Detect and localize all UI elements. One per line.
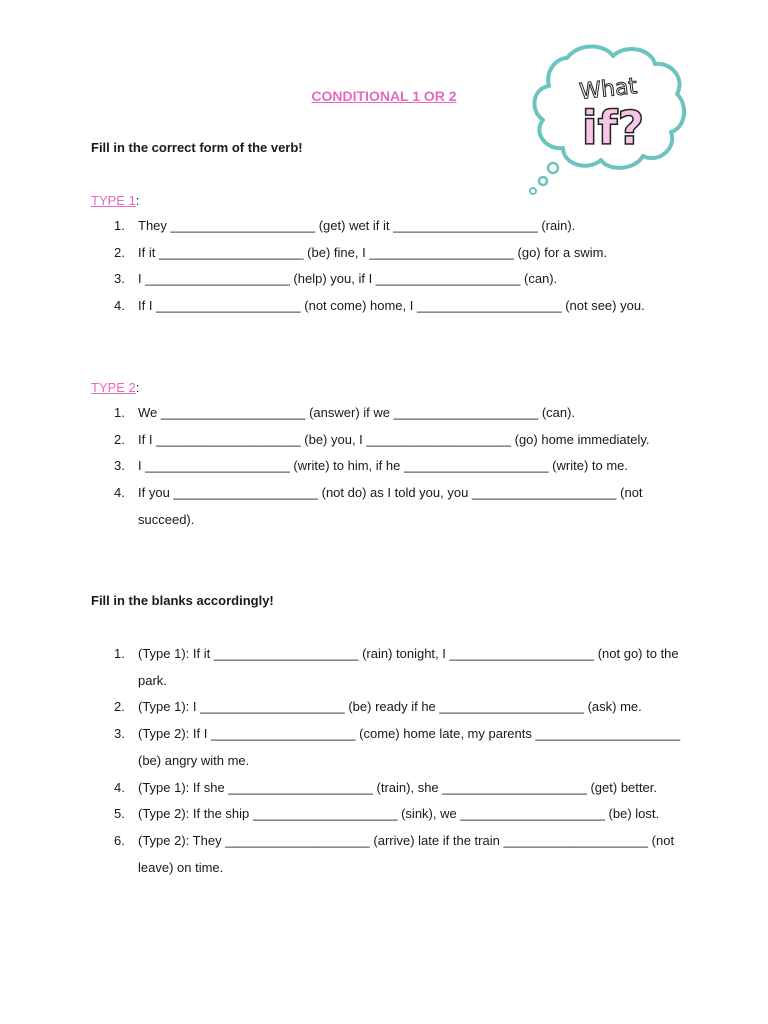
list-item: 3. I ____________________ (write) to him, if he ____________________ (write) to me.: [114, 458, 629, 474]
list-item: 6. (Type 2): They ____________________ (arrive) late if the train ____________________ (not leave) on time.: [114, 832, 675, 875]
instruction-verb-form: Fill in the correct form of the verb!: [91, 140, 303, 155]
type-2-label: TYPE 2: [91, 380, 136, 395]
list-item: 2. If I ____________________ (be) you, I ____________________ (go) home immediately.: [114, 431, 650, 447]
type-1-list: [0, 213, 768, 320]
list-item: 1. They ____________________ (get) wet if it ____________________ (rain).: [114, 218, 576, 233]
logo-text-what: What: [578, 74, 639, 105]
list-item: 2. (Type 1): I ____________________ (be) ready if he ____________________ (ask) me.: [114, 699, 642, 715]
list-item: 4. (Type 1): If she ____________________ (train), she ____________________ (get) better.: [114, 779, 657, 795]
type-1-heading: TYPE 1:: [91, 193, 140, 208]
type-1-label: TYPE 1: [91, 193, 136, 208]
list-item: 3. I ____________________ (help) you, if I ____________________ (can).: [114, 271, 558, 287]
logo-text-if: if?: [581, 101, 645, 155]
list-item: 2. If it ____________________ (be) fine, I ____________________ (go) for a swim.: [114, 244, 608, 260]
type-2-heading: TYPE 2:: [91, 380, 140, 395]
page-title: CONDITIONAL 1 OR 2: [311, 88, 457, 104]
list-item: 1. (Type 1): If it ____________________ (rain) tonight, I ____________________ (not go) to the park.: [114, 646, 679, 688]
list-item: 4. If I ____________________ (not come) home, I ____________________ (not see) you.: [114, 298, 645, 314]
instruction-fill-blanks: Fill in the blanks accordingly!: [91, 593, 274, 608]
type-2-list: [0, 400, 768, 534]
list-item: 4. If you ____________________ (not do) as I told you, you ____________________ (not succeed).: [114, 485, 643, 527]
list-item: 5. (Type 2): If the ship ____________________ (sink), we ____________________ (be) lost.: [114, 806, 660, 822]
list-item: 1. We ____________________ (answer) if we ____________________ (can).: [114, 405, 576, 420]
what-if-thought-bubble-logo: [527, 40, 687, 198]
list-item: 3. (Type 2): If I ____________________ (come) home late, my parents ____________________ (be) angry with me.: [114, 726, 681, 768]
mixed-type-list: [0, 641, 768, 881]
